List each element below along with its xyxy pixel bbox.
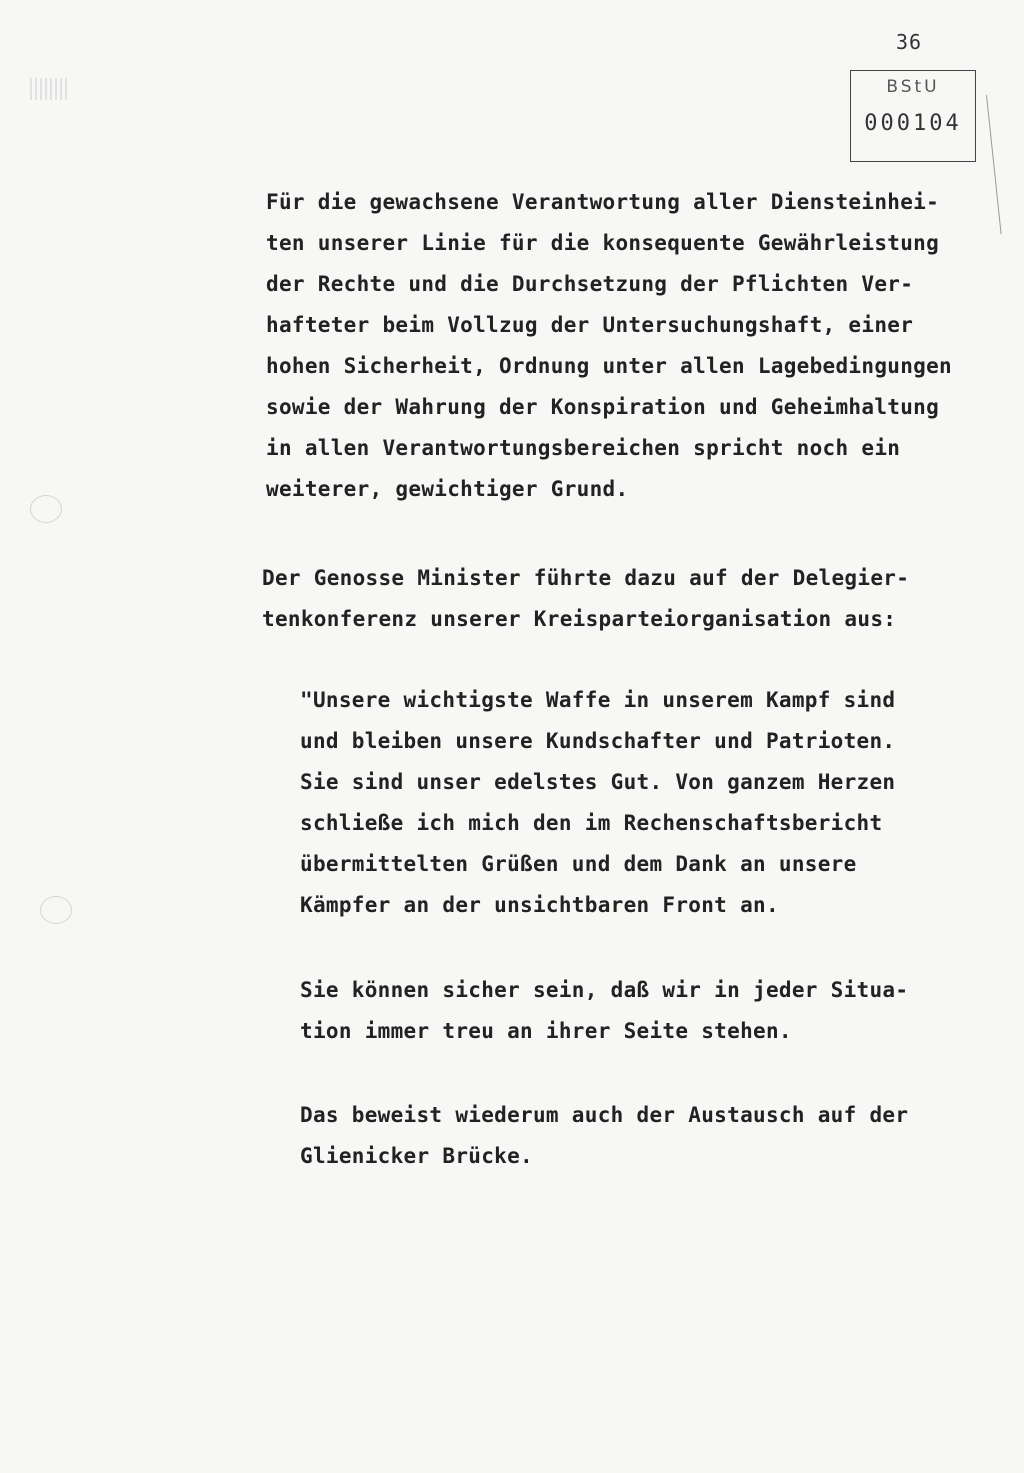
- margin-line: [986, 95, 1002, 234]
- page-number: 36: [896, 30, 923, 54]
- paragraph-minister-intro: Der Genosse Minister führte dazu auf der Delegier- tenkonferenz unserer Kreisparteiorganisation aus:: [262, 566, 910, 631]
- paragraph-responsibility: Für die gewachsene Verantwortung aller Diensteinhei- ten unserer Linie für die konsequente Gewährleistung der Rechte und die Durchsetzung der Pflichten Ver- hafteter beim Vollzug der Untersuchungshaft, einer hohen Sicherheit, Ordnung unter allen Lagebedingungen sowie der Wahrung der Konspiration und Geheimhaltung in allen Verantwortungsbereichen spricht noch ein weiterer, gewichtiger Grund.: [266, 190, 952, 501]
- quote-paragraph-1: "Unsere wichtigste Waffe in unserem Kampf sind und bleiben unsere Kundschafter und Patrioten. Sie sind unser edelstes Gut. Von ganzem Herzen schließe ich mich den im Rechenschaftsbericht übermittelten Grüßen und dem Dank an unsere Kämpfer an der unsichtbaren Front an.: [300, 688, 896, 917]
- ink-smudge: [30, 78, 70, 100]
- archive-stamp: [850, 70, 976, 162]
- stamp-document-number: 000104: [864, 111, 962, 136]
- stamp-authority: BStU: [886, 77, 940, 97]
- punch-hole-mark: [40, 896, 72, 924]
- quote-paragraph-2: Sie können sicher sein, daß wir in jeder Situa- tion immer treu an ihrer Seite stehen.: [300, 978, 909, 1043]
- quote-paragraph-3: Das beweist wiederum auch der Austausch auf der Glienicker Brücke.: [300, 1103, 909, 1168]
- punch-hole-mark: [30, 495, 62, 523]
